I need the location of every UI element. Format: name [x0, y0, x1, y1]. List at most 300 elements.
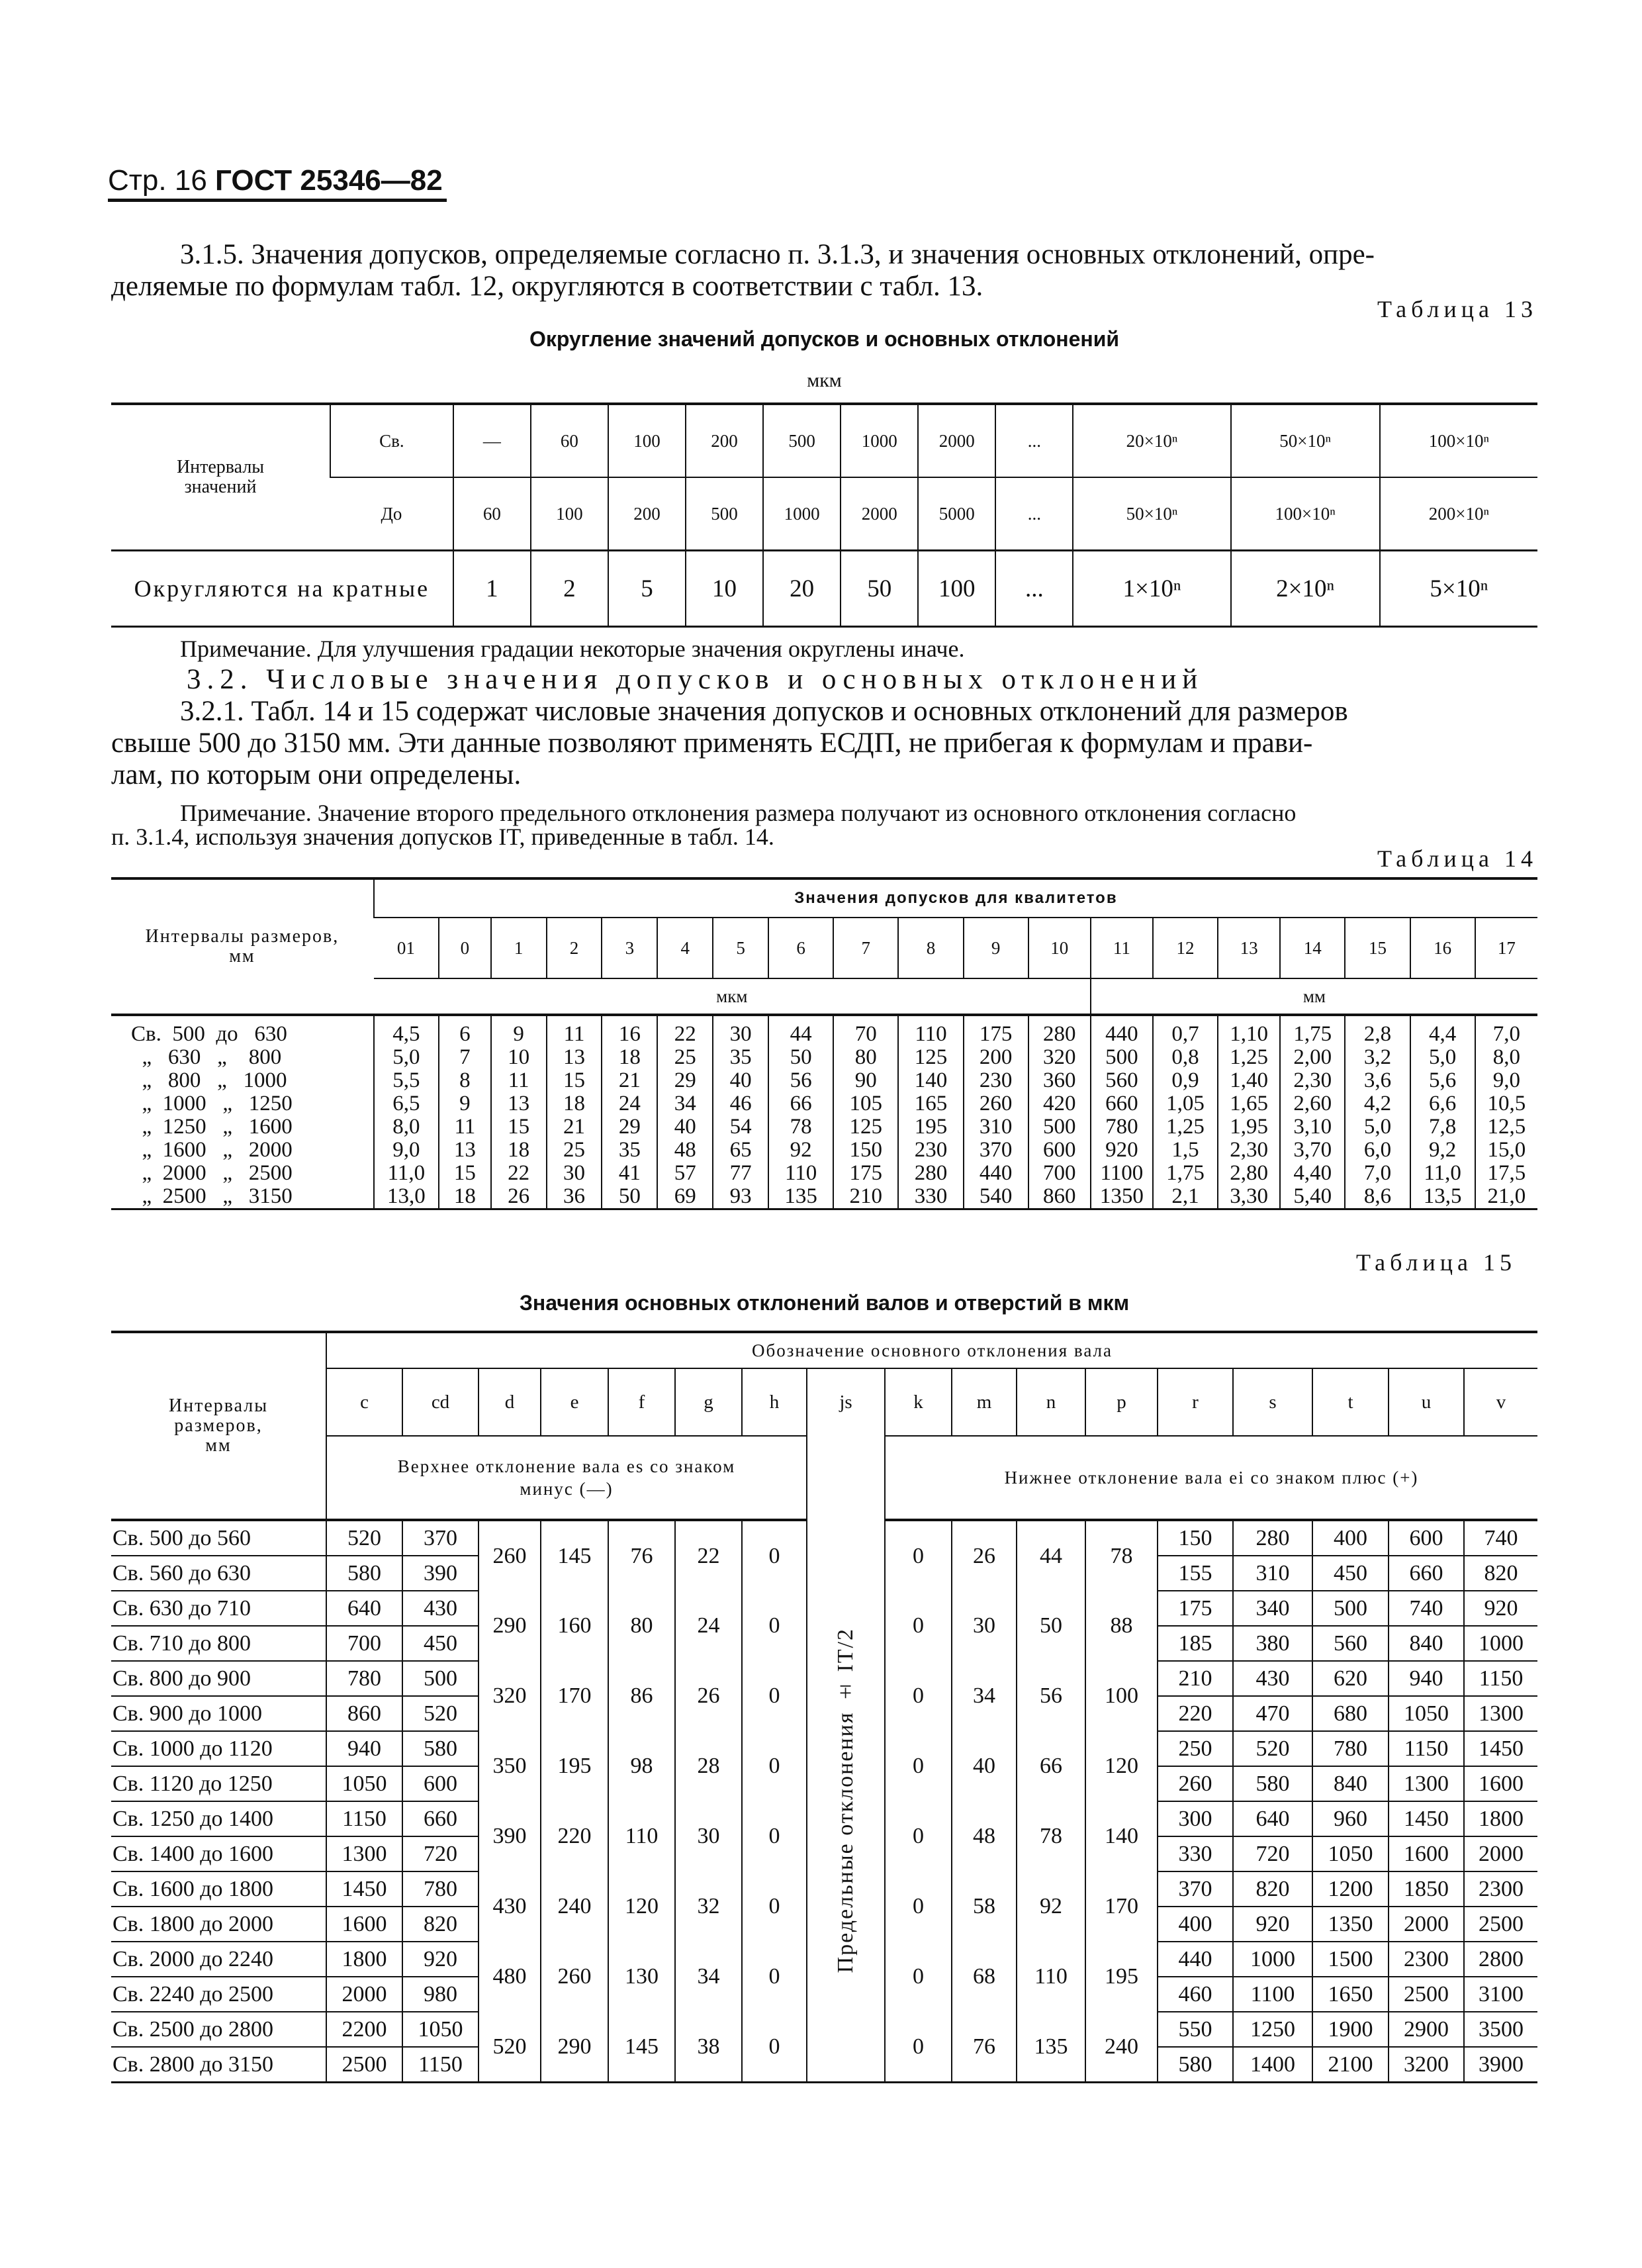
t15-letter: p [1085, 1368, 1158, 1436]
t14-grade: 8 [898, 918, 963, 978]
t13-cell: 5×10ⁿ [1380, 551, 1537, 627]
t14-col: 4,4 5,0 5,6 6,6 7,8 9,2 11,0 13,5 [1410, 1015, 1475, 1209]
t15-cell: 0 [885, 1731, 952, 1801]
t15-cell: 2300 [1464, 1871, 1537, 1907]
t15-cell: 820 [1233, 1871, 1312, 1907]
t15-cell: 34 [952, 1661, 1017, 1731]
t15-cell: 2100 [1312, 2047, 1389, 2083]
t15-cell: 76 [608, 1520, 675, 1591]
t15-cell: 580 [1158, 2047, 1233, 2083]
t15-cell: 150 [1158, 1520, 1233, 1556]
t15-cell: 40 [952, 1731, 1017, 1801]
t15-cell: 500 [402, 1661, 479, 1696]
table13-title: Округление значений допусков и основных отклонений [529, 327, 1120, 351]
t14-header-row [111, 878, 1537, 918]
table15-title: Значения основных отклонений валов и отверстий в мкм [519, 1291, 1130, 1315]
t15-cell: 320 [479, 1661, 541, 1731]
t15-cell: 370 [402, 1520, 479, 1556]
t15-cell: 100 [1085, 1661, 1158, 1731]
t15-interval: Св. 560 до 630 [111, 1556, 326, 1591]
t15-cell: 1050 [1312, 1836, 1389, 1871]
t13-to-label: До [330, 477, 453, 551]
t15-cell: 860 [326, 1696, 402, 1731]
t13-cell: 60 [453, 477, 531, 551]
t15-letter: t [1312, 1368, 1389, 1436]
t14-grade: 2 [547, 918, 602, 978]
t15-cell: 1050 [1389, 1696, 1464, 1731]
t13-cell: 100 [531, 477, 608, 551]
t15-cell: 820 [402, 1907, 479, 1942]
t15-cell: 310 [1233, 1556, 1312, 1591]
t13-row-from [111, 404, 1537, 477]
t14-grade: 01 [374, 918, 439, 978]
t15-cell: 3100 [1464, 1977, 1537, 2012]
t15-designation-header: Обозначение основного отклонения вала [326, 1332, 1537, 1368]
t15-cell: 0 [742, 1871, 807, 1942]
t13-cell: ... [995, 551, 1073, 627]
t13-cell: — [453, 404, 531, 477]
t15-cell: 1150 [1389, 1731, 1464, 1766]
t14-col: 9 10 11 13 15 18 22 26 [491, 1015, 547, 1209]
t14-col: 7,0 8,0 9,0 10,5 12,5 15,0 17,5 21,0 [1475, 1015, 1537, 1209]
t15-cell: 300 [1158, 1801, 1233, 1836]
table-15 [111, 1331, 1537, 2083]
t15-cell: 28 [675, 1731, 742, 1801]
t14-grade: 15 [1345, 918, 1410, 978]
paragraph-3-1-5-line1: 3.1.5. Значения допусков, определяемые согласно п. 3.1.3, и значения основных отклонений, опре- [180, 239, 1375, 270]
t13-cell: 1 [453, 551, 531, 627]
t15-cell: 1050 [402, 2012, 479, 2047]
t15-cell: 290 [479, 1591, 541, 1661]
t15-cell: 330 [1158, 1836, 1233, 1871]
t15-cell: 280 [1233, 1520, 1312, 1556]
t15-letter: js [807, 1368, 885, 1436]
t15-cell: 1050 [326, 1766, 402, 1801]
t15-cell: 155 [1158, 1556, 1233, 1591]
t14-grade: 0 [439, 918, 491, 978]
t15-cell: 120 [608, 1871, 675, 1942]
t15-letter: g [675, 1368, 742, 1436]
t13-cell: 20 [763, 551, 841, 627]
page-header [108, 164, 443, 197]
t15-cell: 0 [885, 1591, 952, 1661]
t15-cell: 440 [1158, 1942, 1233, 1977]
t15-cell: 175 [1158, 1591, 1233, 1626]
t15-cell: 1300 [1464, 1696, 1537, 1731]
t15-cell: 120 [1085, 1731, 1158, 1801]
t13-cell: 50 [841, 551, 918, 627]
t13-cell: 1000 [763, 477, 841, 551]
t15-cell: 520 [402, 1696, 479, 1731]
t14-grades-header: Значения допусков для квалитетов [374, 878, 1537, 918]
t15-cell: 66 [1017, 1731, 1085, 1801]
t14-col: 175 200 230 260 310 370 440 540 [964, 1015, 1028, 1209]
t14-col: 70 80 90 105 125 150 175 210 [833, 1015, 898, 1209]
t15-cell: 2000 [1389, 1907, 1464, 1942]
t15-cell: 0 [742, 1942, 807, 2012]
t15-cell: 460 [1158, 1977, 1233, 2012]
t15-cell: 260 [541, 1942, 608, 2012]
t15-cell: 550 [1158, 2012, 1233, 2047]
t15-upper-header: Верхнее отклонение вала es со знаком минус (—) [326, 1436, 807, 1520]
t15-letter: u [1389, 1368, 1464, 1436]
t13-cell: ... [995, 404, 1073, 477]
t15-interval: Св. 1600 до 1800 [111, 1871, 326, 1907]
t15-interval: Св. 1250 до 1400 [111, 1801, 326, 1836]
table15-label: Таблица 15 [1356, 1249, 1516, 1276]
t15-letter: cd [402, 1368, 479, 1436]
t15-cell: 145 [541, 1520, 608, 1591]
t15-cell: 580 [1233, 1766, 1312, 1801]
t15-cell: 0 [742, 1731, 807, 1801]
t15-cell: 680 [1312, 1696, 1389, 1731]
t15-cell: 30 [952, 1591, 1017, 1661]
t13-cell: 1000 [841, 404, 918, 477]
t14-grade: 9 [964, 918, 1028, 978]
t13-cell: 20×10ⁿ [1073, 404, 1230, 477]
t15-cell: 130 [608, 1942, 675, 2012]
note-1: Примечание. Для улучшения градации некоторые значения округлены иначе. [180, 636, 965, 662]
t15-cell: 740 [1464, 1520, 1537, 1556]
t14-grade: 11 [1091, 918, 1153, 978]
t15-cell: 1600 [1464, 1766, 1537, 1801]
t14-unit-mm: мм [1091, 978, 1537, 1015]
t15-cell: 50 [1017, 1591, 1085, 1661]
t15-cell: 500 [1312, 1591, 1389, 1626]
t14-col: 16 18 21 24 29 35 41 50 [602, 1015, 657, 1209]
note-2-line2: п. 3.1.4, используя значения допусков IT, приведенные в табл. 14. [111, 824, 774, 850]
t15-cell: 110 [1017, 1942, 1085, 2012]
t13-row-header: Интервалы значений [111, 404, 330, 551]
t14-col: 4,5 5,0 5,5 6,5 8,0 9,0 11,0 13,0 [374, 1015, 439, 1209]
t15-cell: 480 [479, 1942, 541, 2012]
t15-js-text: Предельные отклонения ± IT/2 [833, 1628, 858, 1973]
t15-cell: 430 [479, 1871, 541, 1942]
t15-cell: 1000 [1233, 1942, 1312, 1977]
t15-letter: s [1233, 1368, 1312, 1436]
t15-cell: 940 [1389, 1661, 1464, 1696]
t15-interval: Св. 500 до 560 [111, 1520, 326, 1556]
t14-grade: 6 [768, 918, 833, 978]
t15-cell: 22 [675, 1520, 742, 1591]
table-14 [111, 877, 1537, 1210]
t15-cell: 1800 [1464, 1801, 1537, 1836]
t15-interval: Св. 2000 до 2240 [111, 1942, 326, 1977]
t14-col: 440 500 560 660 780 920 1100 1350 [1091, 1015, 1153, 1209]
t15-cell: 88 [1085, 1591, 1158, 1661]
t15-cell: 1150 [402, 2047, 479, 2083]
t13-cell: 60 [531, 404, 608, 477]
t15-cell: 370 [1158, 1871, 1233, 1907]
t15-cell: 470 [1233, 1696, 1312, 1731]
t15-letter: e [541, 1368, 608, 1436]
t13-cell: 200×10ⁿ [1380, 477, 1537, 551]
t14-grade: 5 [713, 918, 768, 978]
t15-cell: 38 [675, 2012, 742, 2083]
t15-cell: 1150 [326, 1801, 402, 1836]
t15-cell: 430 [402, 1591, 479, 1626]
t15-intervals-header: Интервалы размеров, мм [111, 1332, 326, 1520]
t15-cell: 0 [742, 1591, 807, 1661]
t14-col: 11 13 15 18 21 25 30 36 [547, 1015, 602, 1209]
t15-cell: 840 [1312, 1766, 1389, 1801]
t15-cell: 400 [1312, 1520, 1389, 1556]
t15-cell: 390 [402, 1556, 479, 1591]
t15-cell: 185 [1158, 1626, 1233, 1661]
t15-cell: 76 [952, 2012, 1017, 2083]
t15-cell: 0 [885, 1942, 952, 2012]
t15-cell: 920 [402, 1942, 479, 1977]
t15-cell: 380 [1233, 1626, 1312, 1661]
t15-cell: 390 [479, 1801, 541, 1871]
t15-cell: 240 [541, 1871, 608, 1942]
t15-cell: 2500 [326, 2047, 402, 2083]
t14-intervals: Св. 500 до 630 „ 630 „ 800 „ 800 „ 1000 „ 1000 „ 1250 „ 1250 „ 1600 „ 1600 „ 2000 „ 2000 „ 2500 „ 2500 „ 3150 [131, 1022, 293, 1208]
t15-cell: 340 [1233, 1591, 1312, 1626]
t15-cell: 1250 [1233, 2012, 1312, 2047]
t15-cell: 2000 [1464, 1836, 1537, 1871]
t14-grade: 13 [1218, 918, 1280, 978]
t15-cell: 1600 [326, 1907, 402, 1942]
table-13 [111, 402, 1537, 628]
t15-cell: 920 [1233, 1907, 1312, 1942]
t15-cell: 135 [1017, 2012, 1085, 2083]
t15-cell: 1450 [326, 1871, 402, 1907]
t15-cell: 170 [541, 1661, 608, 1731]
t14-grade: 12 [1153, 918, 1218, 978]
t15-cell: 240 [1085, 2012, 1158, 2083]
t15-cell: 2900 [1389, 2012, 1464, 2047]
t15-cell: 580 [326, 1556, 402, 1591]
t14-col: 1,10 1,25 1,40 1,65 1,95 2,30 2,80 3,30 [1218, 1015, 1280, 1209]
t15-letter: c [326, 1368, 402, 1436]
t15-cell: 250 [1158, 1731, 1233, 1766]
t14-col: 6 7 8 9 11 13 15 18 [439, 1015, 491, 1209]
t15-cell: 1450 [1389, 1801, 1464, 1836]
t15-cell: 980 [402, 1977, 479, 2012]
t15-cell: 1600 [1389, 1836, 1464, 1871]
t15-cell: 1500 [1312, 1942, 1389, 1977]
t14-col: 0,7 0,8 0,9 1,05 1,25 1,5 1,75 2,1 [1153, 1015, 1218, 1209]
t15-cell: 720 [1233, 1836, 1312, 1871]
t15-letter: m [952, 1368, 1017, 1436]
t15-cell: 48 [952, 1801, 1017, 1871]
t15-cell: 80 [608, 1591, 675, 1661]
t15-cell: 0 [742, 1520, 807, 1591]
t13-cell: 100×10ⁿ [1380, 404, 1537, 477]
t13-cell: 100 [608, 404, 686, 477]
t15-cell: 220 [541, 1801, 608, 1871]
t15-cell: 56 [1017, 1661, 1085, 1731]
t15-interval: Св. 710 до 800 [111, 1626, 326, 1661]
t15-cell: 780 [1312, 1731, 1389, 1766]
t15-js-cell [807, 1520, 885, 2083]
t14-intervals-header: Интервалы размеров, мм [111, 878, 374, 1015]
t14-data-row [111, 1015, 1537, 1209]
t13-cell: 2000 [918, 404, 995, 477]
t15-cell: 58 [952, 1871, 1017, 1942]
t13-cell: 5 [608, 551, 686, 627]
t15-cell: 78 [1085, 1520, 1158, 1591]
t15-cell: 450 [1312, 1556, 1389, 1591]
t15-lower-header: Нижнее отклонение вала ei со знаком плюс (+) [885, 1436, 1537, 1520]
t15-cell: 1000 [1464, 1626, 1537, 1661]
section-3-2-heading: 3.2. Числовые значения допусков и основных отклонений [187, 664, 1204, 695]
t15-cell: 68 [952, 1942, 1017, 2012]
t15-cell: 2300 [1389, 1942, 1464, 1977]
t15-cell: 1150 [1464, 1661, 1537, 1696]
t15-cell: 520 [479, 2012, 541, 2083]
t15-letter: h [742, 1368, 807, 1436]
t15-interval: Св. 2500 до 2800 [111, 2012, 326, 2047]
t14-grade: 4 [657, 918, 713, 978]
t15-cell: 1350 [1312, 1907, 1389, 1942]
t13-cell: 5000 [918, 477, 995, 551]
t15-cell: 0 [742, 2012, 807, 2083]
t15-cell: 1850 [1389, 1871, 1464, 1907]
t14-grade: 10 [1028, 918, 1091, 978]
t13-cell: 10 [686, 551, 763, 627]
t13-cell: 100×10ⁿ [1231, 477, 1380, 551]
t15-cell: 520 [326, 1520, 402, 1556]
t15-cell: 1400 [1233, 2047, 1312, 2083]
t15-cell: 195 [541, 1731, 608, 1801]
t15-cell: 1650 [1312, 1977, 1389, 2012]
t15-cell: 260 [1158, 1766, 1233, 1801]
t15-cell: 2200 [326, 2012, 402, 2047]
t13-cell: 2000 [841, 477, 918, 551]
t15-cell: 30 [675, 1801, 742, 1871]
t15-cell: 98 [608, 1731, 675, 1801]
t15-cell: 1300 [326, 1836, 402, 1871]
t14-col: 2,8 3,2 3,6 4,2 5,0 6,0 7,0 8,6 [1345, 1015, 1410, 1209]
t13-from-label: Св. [330, 404, 453, 477]
t15-cell: 940 [326, 1731, 402, 1766]
t15-cell: 560 [1312, 1626, 1389, 1661]
t15-cell: 520 [1233, 1731, 1312, 1766]
t13-cell: 2×10ⁿ [1231, 551, 1380, 627]
t15-interval: Св. 630 до 710 [111, 1591, 326, 1626]
t15-cell: 32 [675, 1871, 742, 1942]
t15-cell: 3500 [1464, 2012, 1537, 2047]
paragraph-3-2-1-line2: свыше 500 до 3150 мм. Эти данные позволяют применять ЕСДП, не прибегая к формулам и прави- [111, 728, 1313, 759]
t15-cell: 960 [1312, 1801, 1389, 1836]
t15-cell: 780 [402, 1871, 479, 1907]
t15-cell: 92 [1017, 1871, 1085, 1942]
t13-cell: 200 [686, 404, 763, 477]
t15-cell: 170 [1085, 1871, 1158, 1942]
t15-cell: 660 [1389, 1556, 1464, 1591]
t15-cell: 820 [1464, 1556, 1537, 1591]
t15-cell: 2500 [1389, 1977, 1464, 2012]
t14-grade: 7 [833, 918, 898, 978]
t15-cell: 210 [1158, 1661, 1233, 1696]
t15-cell: 0 [885, 1520, 952, 1591]
t15-cell: 1450 [1464, 1731, 1537, 1766]
table14-label: Таблица 14 [1377, 845, 1537, 872]
t15-cell: 26 [952, 1520, 1017, 1591]
t15-cell: 78 [1017, 1801, 1085, 1871]
t14-grade: 3 [602, 918, 657, 978]
t14-grade: 14 [1280, 918, 1345, 978]
t14-col: 1,75 2,00 2,30 2,60 3,10 3,70 4,40 5,40 [1280, 1015, 1345, 1209]
t15-cell: 350 [479, 1731, 541, 1801]
t15-cell: 86 [608, 1661, 675, 1731]
t15-cell: 450 [402, 1626, 479, 1661]
t14-grade: 17 [1475, 918, 1537, 978]
t15-cell: 920 [1464, 1591, 1537, 1626]
note-2-line1: Примечание. Значение второго предельного отклонения размера получают из основного отклонения согласно [180, 800, 1297, 826]
t14-grade: 16 [1410, 918, 1475, 978]
t14-col: 44 50 56 66 78 92 110 135 [768, 1015, 833, 1209]
t15-letter: k [885, 1368, 952, 1436]
t15-cell: 640 [1233, 1801, 1312, 1836]
t15-js-spacer [807, 1436, 885, 1520]
t13-cell: 1×10ⁿ [1073, 551, 1230, 627]
t15-letter: r [1158, 1368, 1233, 1436]
t15-cell: 220 [1158, 1696, 1233, 1731]
t15-cell: 640 [326, 1591, 402, 1626]
t13-cell: 200 [608, 477, 686, 551]
t15-interval: Св. 1800 до 2000 [111, 1907, 326, 1942]
t15-cell: 2500 [1464, 1907, 1537, 1942]
t13-round-label: Округляются на кратные [134, 575, 430, 602]
t15-cell: 0 [742, 1801, 807, 1871]
paragraph-3-2-1-line1: 3.2.1. Табл. 14 и 15 содержат числовые значения допусков и основных отклонений для размеров [180, 696, 1348, 727]
table13-label: Таблица 13 [1377, 296, 1537, 322]
t15-cell: 3900 [1464, 2047, 1537, 2083]
gost-number: ГОСТ 25346—82 [215, 164, 443, 197]
t13-cell: 500 [763, 404, 841, 477]
t15-cell: 260 [479, 1520, 541, 1591]
t15-letter: d [479, 1368, 541, 1436]
t15-cell: 1900 [1312, 2012, 1389, 2047]
t13-cell: 2 [531, 551, 608, 627]
t15-interval: Св. 900 до 1000 [111, 1696, 326, 1731]
t13-cell: 100 [918, 551, 995, 627]
t15-cell: 26 [675, 1661, 742, 1731]
t15-cell: 1200 [1312, 1871, 1389, 1907]
t14-unit-mkm: мкм [374, 978, 1091, 1015]
t15-cell: 1300 [1389, 1766, 1464, 1801]
t15-cell: 600 [1389, 1520, 1464, 1556]
t15-cell: 580 [402, 1731, 479, 1766]
t15-header-row [111, 1332, 1537, 1368]
t15-cell: 195 [1085, 1942, 1158, 2012]
t15-cell: 44 [1017, 1520, 1085, 1591]
t15-cell: 24 [675, 1591, 742, 1661]
t15-cell: 620 [1312, 1661, 1389, 1696]
t14-grade: 1 [491, 918, 547, 978]
t15-interval: Св. 2240 до 2500 [111, 1977, 326, 2012]
t13-cell: 500 [686, 477, 763, 551]
t13-cell: 50×10ⁿ [1073, 477, 1230, 551]
t15-cell: 0 [885, 1801, 952, 1871]
t15-cell: 0 [885, 2012, 952, 2083]
t13-cell: 50×10ⁿ [1231, 404, 1380, 477]
t15-cell: 0 [885, 1871, 952, 1942]
t15-cell: 0 [742, 1661, 807, 1731]
t15-cell: 110 [608, 1801, 675, 1871]
t15-cell: 430 [1233, 1661, 1312, 1696]
t15-cell: 140 [1085, 1801, 1158, 1871]
t15-cell: 1100 [1233, 1977, 1312, 2012]
t15-interval: Св. 2800 до 3150 [113, 2052, 274, 2077]
t14-col: 280 320 360 420 500 600 700 860 [1028, 1015, 1091, 1209]
t15-cell: 0 [885, 1661, 952, 1731]
t13-cell: ... [995, 477, 1073, 551]
t15-cell: 2000 [326, 1977, 402, 2012]
